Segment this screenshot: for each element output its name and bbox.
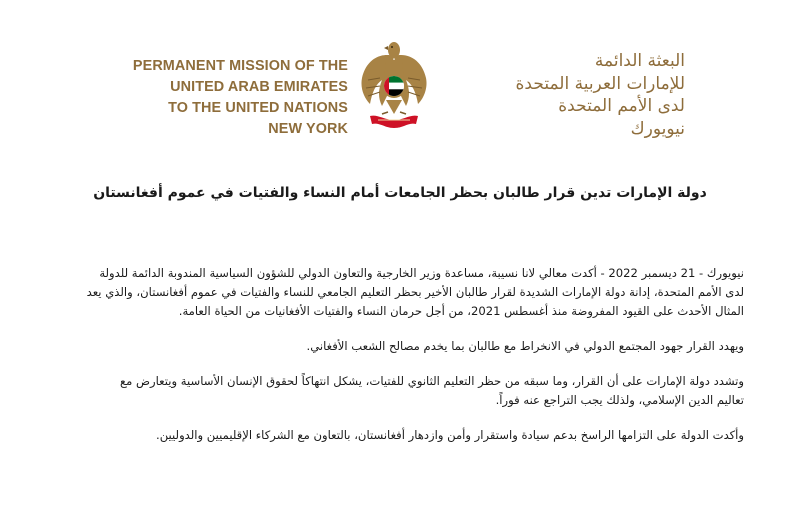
letterhead-english-line: NEW YORK	[268, 121, 348, 137]
letterhead-arabic-line: نيويورك	[630, 118, 685, 139]
paragraph-line: المثال الأحدث على القيود المفروضة منذ أغسطس 2021، من أجل حرمان النساء والفتيات الأفغانيات من الحياة العامة.	[178, 304, 744, 318]
document-body	[82, 264, 744, 461]
paragraph-line: لدى الأمم المتحدة، إدانة دولة الإمارات الشديدة لقرار طالبان الأخير بحظر التعليم الجامعي للنساء والفتيات في عموم أفغانستان، والذي يعد	[86, 285, 744, 299]
letterhead	[0, 0, 787, 150]
letterhead-arabic-line: لدى الأمم المتحدة	[558, 96, 685, 116]
paragraph-line: وأكدت الدولة على التزامها الراسخ بدعم سيادة واستقرار وأمن وازدهار أفغانستان، بالتعاون مع الشركاء الإقليميين والدوليين.	[156, 428, 744, 442]
document-title: دولة الإمارات تدين قرار طالبان بحظر الجامعات أمام النساء والفتيات في عموم أفغانستان	[93, 185, 707, 201]
letterhead-arabic-line: للإمارات العربية المتحدة	[515, 73, 685, 94]
paragraph-line: ويهدد القرار جهود المجتمع الدولي في الانخراط مع طالبان بما يخدم مصالح الشعب الأفغاني.	[306, 339, 744, 353]
letterhead-english-line: UNITED ARAB EMIRATES	[170, 79, 348, 95]
letterhead-english	[108, 56, 348, 140]
letterhead-english-line: PERMANENT MISSION OF THE	[132, 58, 348, 74]
letterhead-arabic	[445, 50, 685, 140]
paragraph	[82, 426, 744, 445]
paragraph-line: وتشدد دولة الإمارات على أن القرار، وما سبقه من حظر التعليم الثانوي للفتيات، يشكل انتهاكاً لحقوق الإنسان الأساسية ويتعارض مع	[119, 374, 744, 388]
paragraph-line: نيويورك - 21 ديسمبر 2022 - أكدت معالي لانا نسيبة، مساعدة وزير الخارجية والتعاون الدولي للشؤون السياسية المندوبة الدائمة للدولة	[99, 266, 744, 280]
paragraph-line: تعاليم الدين الإسلامي، ولذلك يجب التراجع عنه فوراً.	[495, 393, 744, 407]
letterhead-arabic-line: البعثة الدائمة	[594, 51, 685, 71]
paragraph	[82, 337, 744, 356]
paragraph	[82, 372, 744, 410]
letterhead-english-line: TO THE UNITED NATIONS	[168, 100, 348, 116]
paragraph	[82, 264, 744, 321]
uae-falcon-emblem-icon	[358, 34, 430, 134]
